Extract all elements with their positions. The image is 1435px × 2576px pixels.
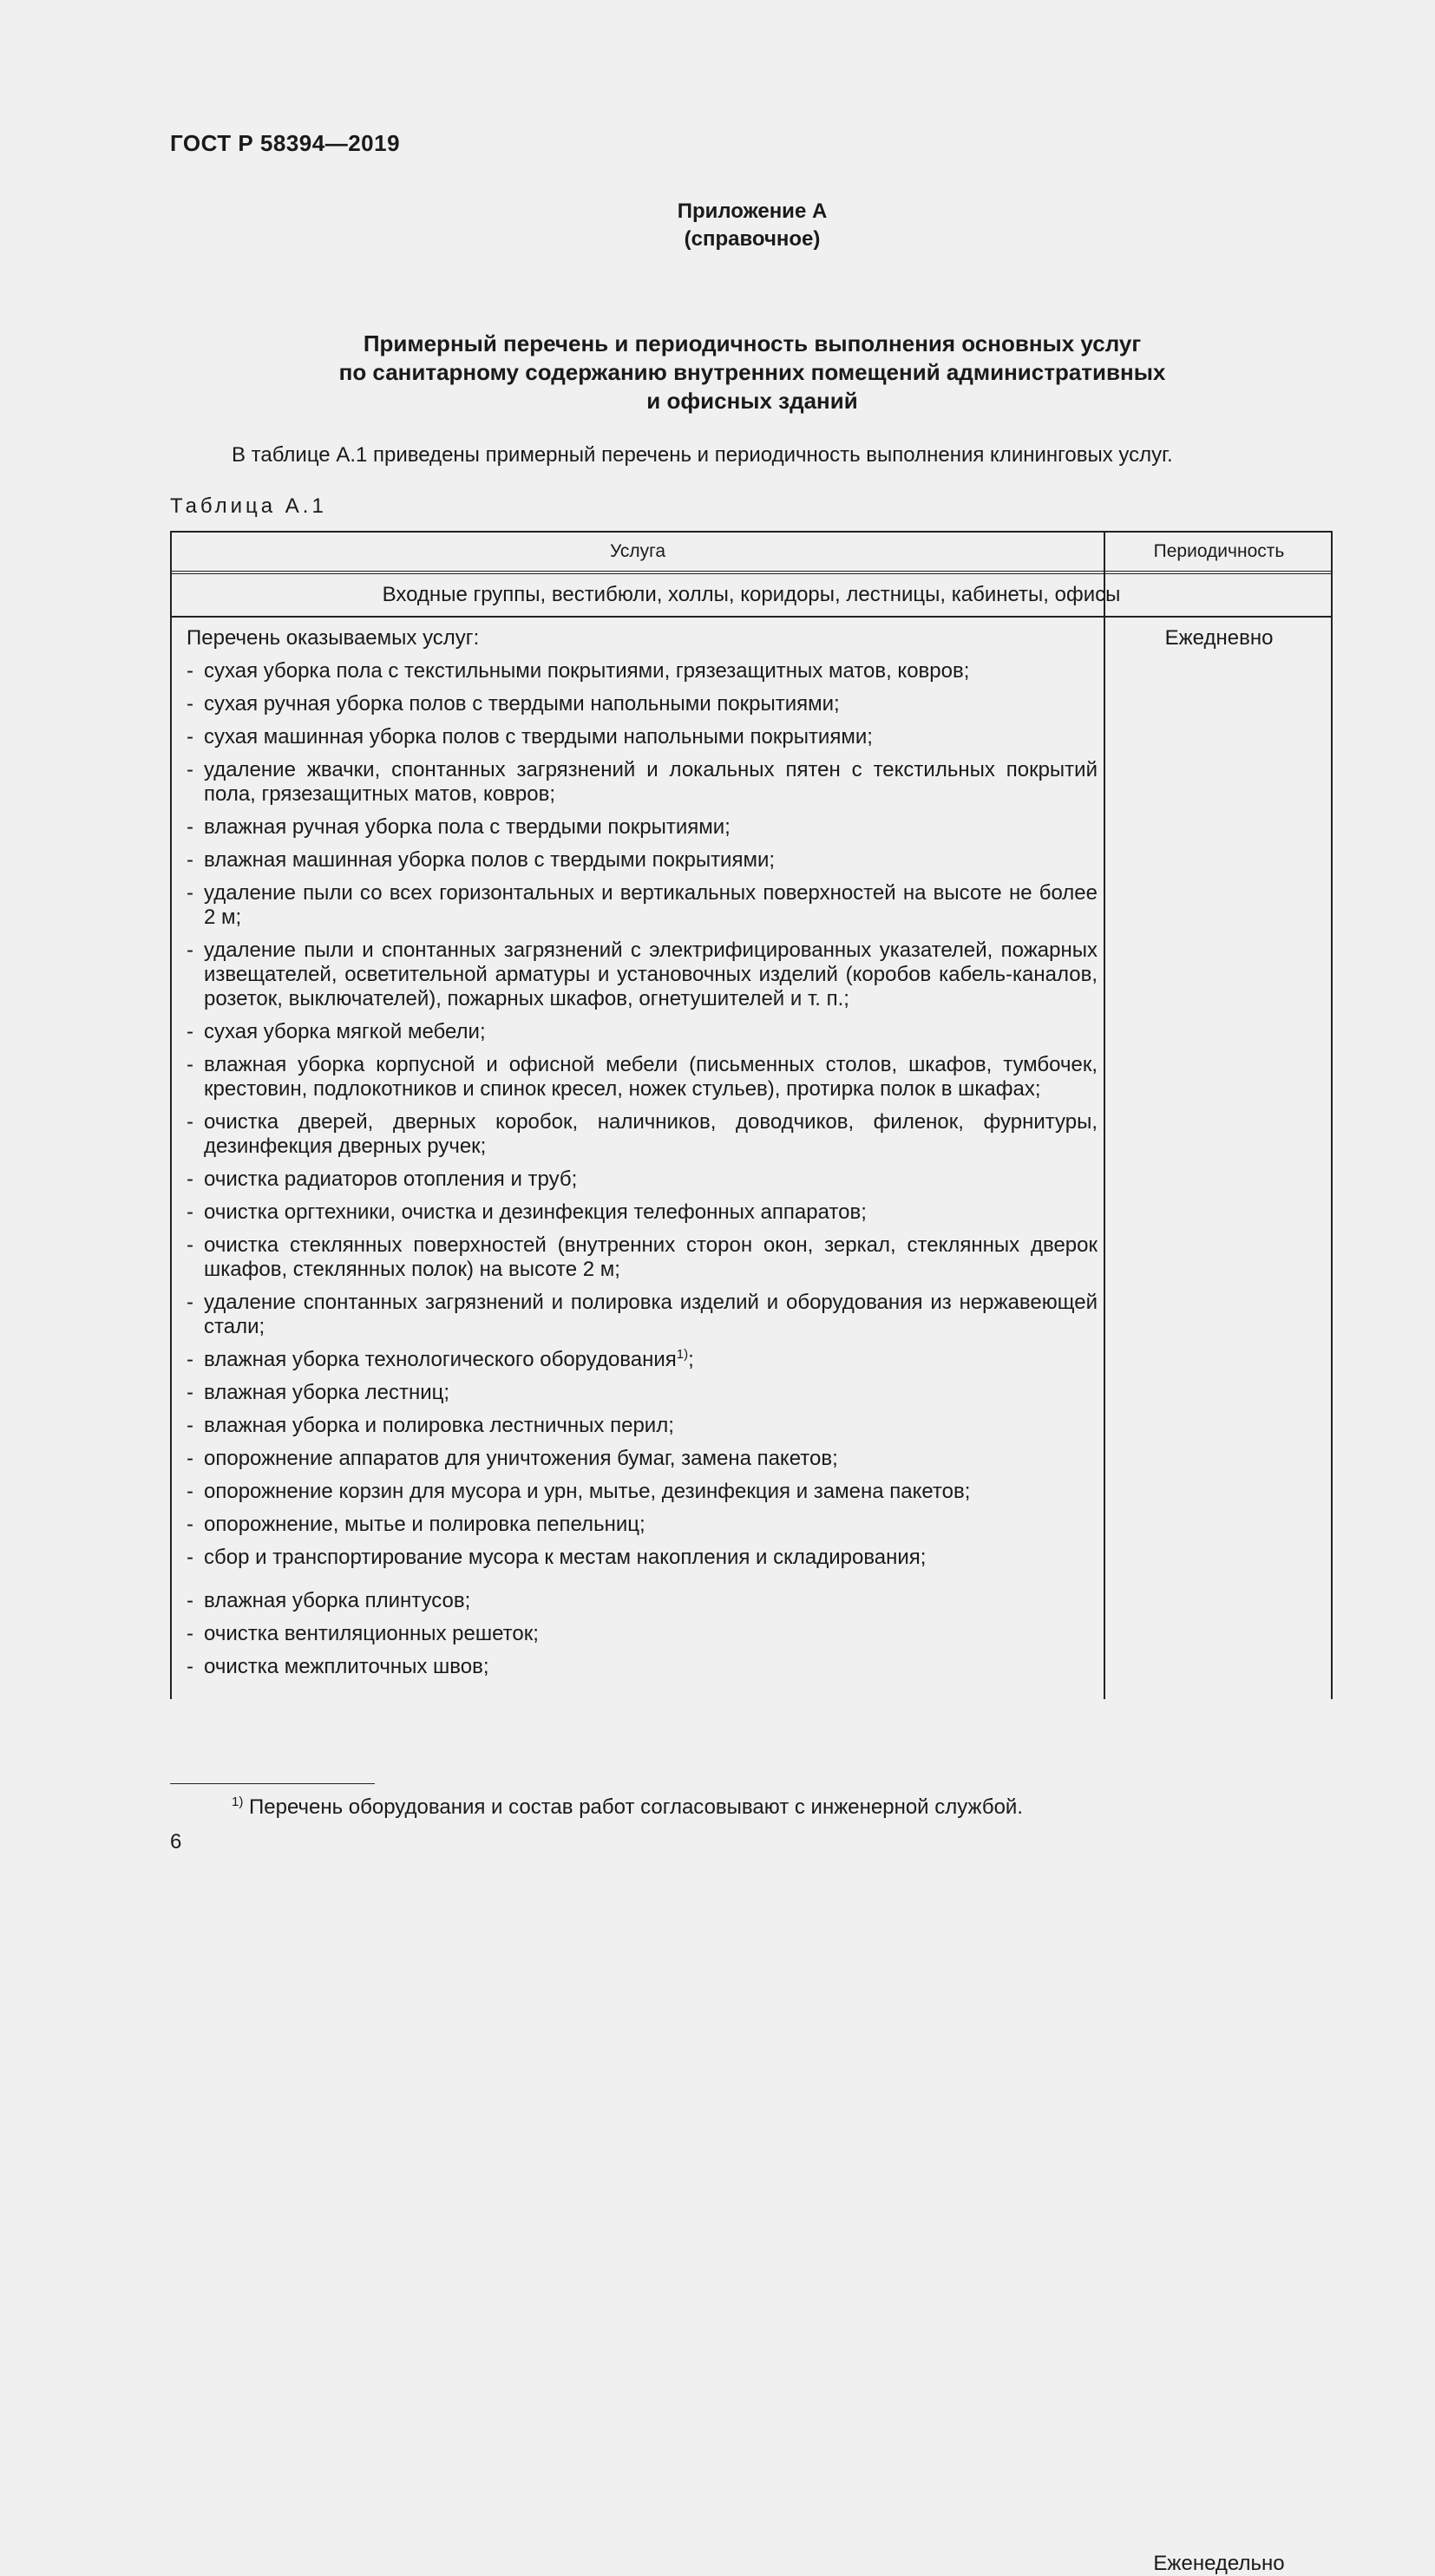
- intro-paragraph: В таблице А.1 приведены примерный перечень и периодичность выполнения клининговых услуг.: [232, 443, 1173, 467]
- daily-services: [187, 659, 1098, 1570]
- list-dash: -: [187, 659, 193, 683]
- list-dash: -: [187, 1291, 193, 1314]
- service-item: [187, 1622, 1098, 1646]
- list-dash: -: [187, 1447, 193, 1470]
- service-item: [187, 1546, 1098, 1570]
- service-text: сухая ручная уборка полов с твердыми напольными покрытиями;: [204, 692, 840, 716]
- footnote-ref: 1): [676, 1347, 689, 1362]
- appendix-subtitle: (справочное): [684, 227, 821, 251]
- footnote-mark: 1): [232, 1795, 244, 1809]
- page-number: 6: [170, 1830, 182, 1854]
- service-item: [187, 1480, 1098, 1504]
- header-periodicity: Периодичность: [1153, 541, 1285, 561]
- list-dash: -: [187, 938, 193, 962]
- service-text: очистка стеклянных поверхностей (внутренних сторон окон, зеркал, стеклянных дверок шкафов, стеклянных полок) на высоте 2 м;: [204, 1233, 1098, 1281]
- list-dash: -: [187, 1020, 193, 1043]
- header-service: Услуга: [609, 541, 666, 561]
- service-text: влажная уборка лестниц;: [204, 1381, 450, 1404]
- service-text: опорожнение, мытье и полировка пепельниц;: [204, 1513, 645, 1536]
- service-item: [187, 881, 1098, 930]
- service-item: [187, 938, 1098, 1011]
- main-title-line: по санитарному содержанию внутренних помещений административных: [338, 359, 1166, 385]
- weekly-services: [187, 1589, 1098, 1679]
- service-item: [187, 758, 1098, 807]
- service-item: [187, 1167, 1098, 1192]
- table-header-row: [172, 533, 1331, 574]
- service-text: удаление жвачки, спонтанных загрязнений и локальных пятен с текстильных покрытий пола, грязезащитных матов, ковров;: [204, 758, 1098, 806]
- service-text: сухая уборка пола с текстильными покрытиями, грязезащитных матов, ковров;: [204, 659, 970, 683]
- service-text: опорожнение корзин для мусора и урн, мытье, дезинфекция и замена пакетов;: [204, 1480, 971, 1503]
- list-dash: -: [187, 881, 193, 905]
- service-item: [187, 1291, 1098, 1339]
- list-dash: -: [187, 815, 193, 839]
- list-dash: -: [187, 1589, 193, 1612]
- services-lead: Перечень оказываемых услуг:: [187, 626, 480, 650]
- service-item: [187, 1020, 1098, 1044]
- list-dash: -: [187, 1480, 193, 1503]
- list-dash: -: [187, 1546, 193, 1569]
- service-item: [187, 725, 1098, 749]
- list-dash: -: [187, 1348, 193, 1371]
- list-dash: -: [187, 758, 193, 781]
- service-text: очистка вентиляционных решеток;: [204, 1622, 539, 1645]
- period-daily: Ежедневно: [1164, 626, 1274, 650]
- document-code: ГОСТ Р 58394—2019: [170, 130, 401, 156]
- footnote: [232, 1795, 1023, 1820]
- service-text: очистка оргтехники, очистка и дезинфекция телефонных аппаратов;: [204, 1200, 867, 1224]
- services-list: [187, 626, 1098, 1688]
- list-dash: -: [187, 1381, 193, 1404]
- service-text: сухая уборка мягкой мебели;: [204, 1020, 486, 1043]
- service-text: влажная ручная уборка пола с твердыми покрытиями;: [204, 815, 731, 839]
- service-text: сбор и транспортирование мусора к местам накопления и складирования;: [204, 1546, 927, 1569]
- main-title: [260, 330, 1244, 415]
- appendix-heading: [0, 198, 1435, 253]
- list-dash: -: [187, 1655, 193, 1678]
- service-text: очистка дверей, дверных коробок, наличников, доводчиков, филенок, фурнитуры, дезинфекция дверных ручек;: [204, 1110, 1098, 1158]
- service-item: [187, 1513, 1098, 1537]
- list-dash: -: [187, 848, 193, 872]
- service-item: [187, 1200, 1098, 1225]
- service-text: влажная машинная уборка полов с твердыми покрытиями;: [204, 848, 776, 872]
- footnote-rule: [170, 1783, 375, 1784]
- service-text: удаление пыли и спонтанных загрязнений с электрифицированных указателей, пожарных извещателей, осветительной арматуры и установочных изделий (коробов кабель-каналов, розеток, выключателей), пожарных шкафов, огнетушителей и т. п.;: [204, 938, 1098, 1010]
- list-dash: -: [187, 1622, 193, 1645]
- service-item: [187, 1053, 1098, 1102]
- service-item: [187, 692, 1098, 716]
- main-title-line: Примерный перечень и периодичность выполнения основных услуг: [363, 330, 1142, 356]
- service-text: влажная уборка корпусной и офисной мебели (письменных столов, шкафов, тумбочек, крестовин, подлокотников и спинок кресел, ножек стульев), протирка полок в шкафах;: [204, 1053, 1098, 1101]
- service-text: удаление пыли со всех горизонтальных и вертикальных поверхностей на высоте не более 2 м;: [204, 881, 1098, 929]
- service-text: очистка радиаторов отопления и труб;: [204, 1167, 578, 1191]
- table-label: Таблица А.1: [170, 494, 327, 518]
- list-dash: -: [187, 1233, 193, 1257]
- service-item: [187, 1381, 1098, 1405]
- service-item: [187, 1655, 1098, 1679]
- service-text: влажная уборка плинтусов;: [204, 1589, 471, 1612]
- main-title-line: и офисных зданий: [646, 388, 858, 414]
- service-text: удаление спонтанных загрязнений и полировка изделий и оборудования из нержавеющей стали;: [204, 1291, 1098, 1338]
- service-item: [187, 1233, 1098, 1282]
- group-row: Входные группы, вестибюли, холлы, коридоры, лестницы, кабинеты, офисы: [172, 574, 1331, 618]
- list-dash: -: [187, 1110, 193, 1134]
- service-text: очистка межплиточных швов;: [204, 1655, 489, 1678]
- list-dash: -: [187, 725, 193, 749]
- column-divider: [1104, 533, 1105, 1699]
- list-dash: -: [187, 1200, 193, 1224]
- period-weekly: Еженедельно: [1153, 2552, 1285, 2575]
- list-dash: -: [187, 1053, 193, 1076]
- service-item: [187, 848, 1098, 873]
- service-text: опорожнение аппаратов для уничтожения бумаг, замена пакетов;: [204, 1447, 838, 1470]
- list-dash: -: [187, 692, 193, 716]
- service-item: [187, 815, 1098, 840]
- list-dash: -: [187, 1167, 193, 1191]
- service-item: [187, 1589, 1098, 1613]
- service-item: [187, 1110, 1098, 1159]
- list-dash: -: [187, 1513, 193, 1536]
- footnote-ref-suffix: ;: [688, 1348, 694, 1371]
- service-text: влажная уборка технологического оборудования: [204, 1348, 677, 1371]
- service-text: сухая машинная уборка полов с твердыми напольными покрытиями;: [204, 725, 873, 749]
- service-item: [187, 1348, 1098, 1372]
- service-item: [187, 1447, 1098, 1471]
- footnote-text: Перечень оборудования и состав работ согласовывают с инженерной службой.: [243, 1795, 1024, 1819]
- appendix-title: Приложение А: [677, 199, 828, 223]
- service-item: [187, 659, 1098, 683]
- service-text: влажная уборка и полировка лестничных перил;: [204, 1414, 674, 1437]
- list-dash: -: [187, 1414, 193, 1437]
- service-item: [187, 1414, 1098, 1438]
